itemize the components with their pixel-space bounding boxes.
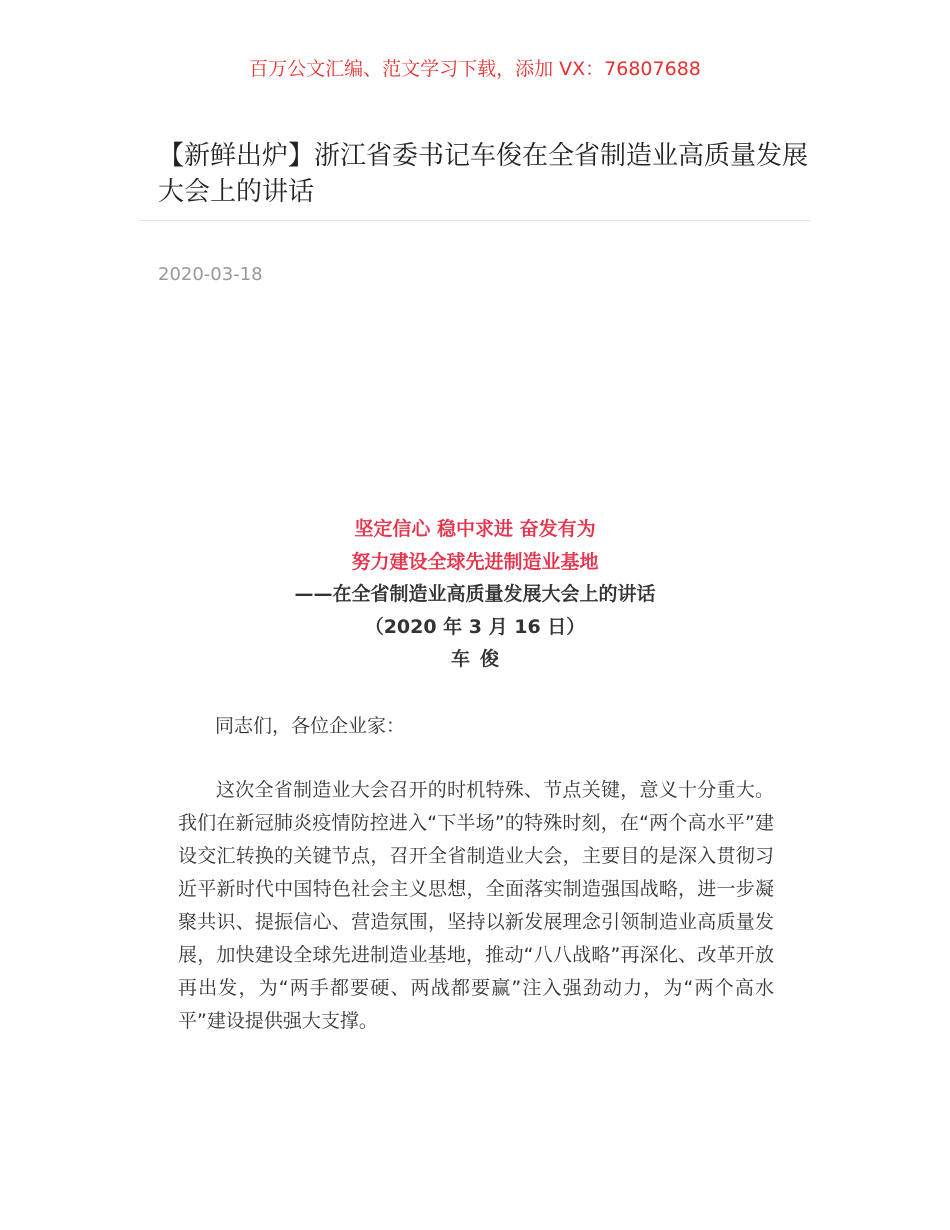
speech-heading [0,513,950,676]
publish-date: 2020-03-18 [158,264,263,285]
speech-subtitle: ——在全省制造业高质量发展大会上的讲话 [294,583,656,605]
promo-banner: 百万公文汇编、范文学习下载，添加 VX：76807688 [249,58,701,80]
speech-author: 车俊 [450,648,509,670]
salutation: 同志们，各位企业家： [215,715,406,737]
speech-headline-2: 努力建设全球先进制造业基地 [351,550,599,573]
speech-headline-1: 坚定信心 稳中求进 奋发有为 [354,518,596,540]
body-paragraph: 这次全省制造业大会召开的时机特殊、节点关键，意义十分重大。我们在新冠肺炎疫情防控进入“下半场”的特殊时刻，在“两个高水平”建设交汇转换的关键节点，召开全省制造业大会，主要目的是深入贯彻习近平新时代中国特色社会主义思想，全面落实制造强国战略，进一步凝聚共识、提振信心、营造氛围，坚持以新发展理念引领制造业高质量发展，加快建设全球先进制造业基地，推动“八八战略”再深化、改革开放再出发，为“两手都要硬、两战都要赢”注入强劲动力，为“两个高水平”建设提供强大支撑。 [178,779,774,1032]
title-divider [140,220,810,221]
article-title: 【新鲜出炉】浙江省委书记车俊在全省制造业高质量发展大会上的讲话 [158,141,809,207]
speech-date: （2020 年 3 月 16 日） [364,615,586,638]
